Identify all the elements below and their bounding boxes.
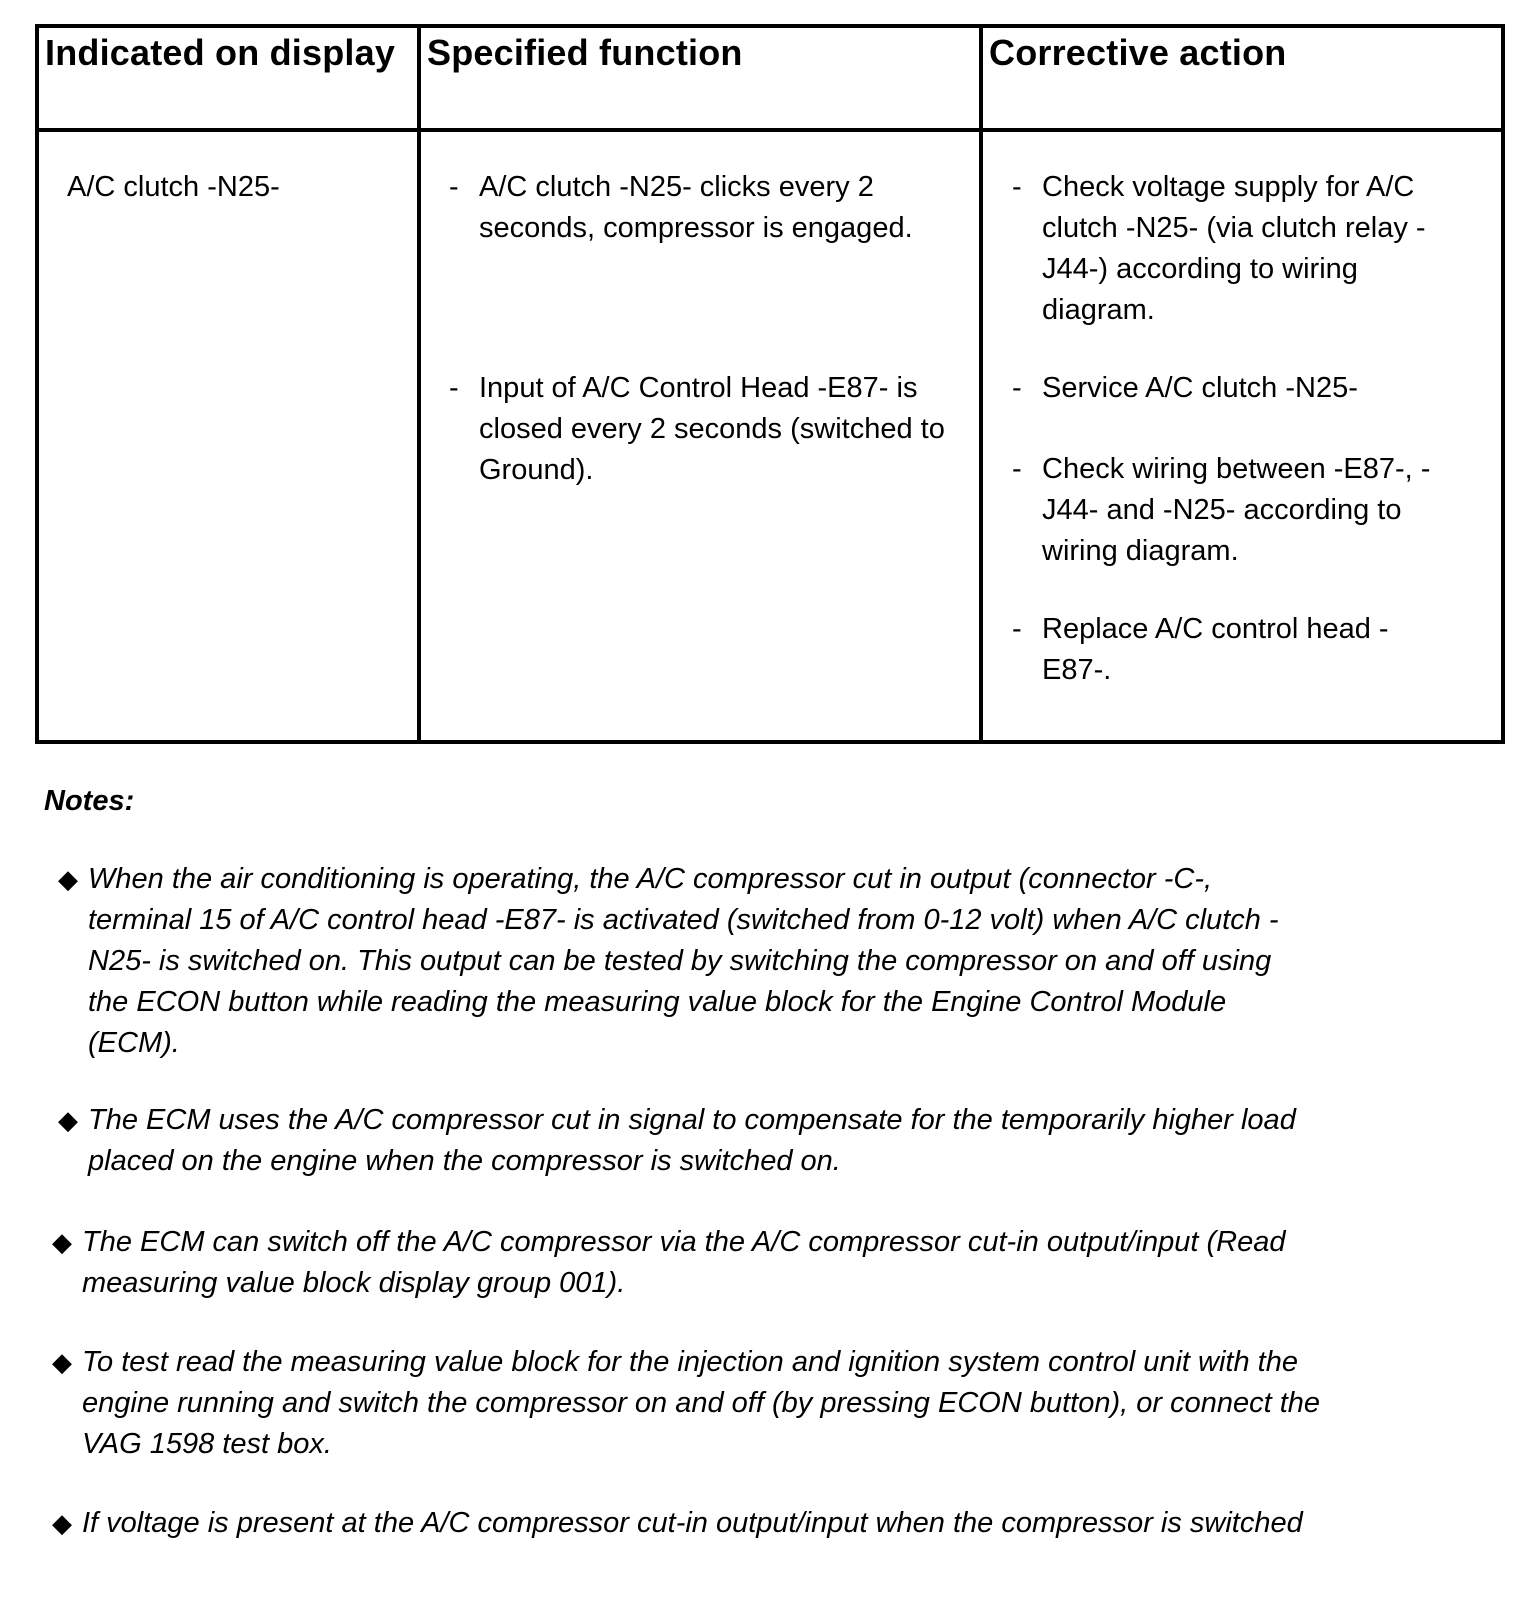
note-item: ◆ If voltage is present at the A/C compressor cut-in output/input when the compressor is switched <box>52 1503 1352 1544</box>
dash-marker: - <box>1012 613 1022 645</box>
note-item: ◆ To test read the measuring value block for the injection and ignition system control unit with the engine running and switch the compressor on and off (by pressing ECON button), or connect the VAG 1598 test box. <box>52 1342 1332 1465</box>
diamond-bullet-icon: ◆ <box>58 864 78 894</box>
column-divider <box>417 28 421 740</box>
corrective-action-item: - Service A/C clutch -N25- <box>1012 368 1442 409</box>
header-indicated-on-display: Indicated on display <box>45 32 396 73</box>
header-corrective-action: Corrective action <box>989 32 1287 73</box>
corrective-action-item: - Replace A/C control head -E87-. <box>1012 609 1442 691</box>
diamond-bullet-icon: ◆ <box>52 1347 72 1377</box>
header-divider <box>39 128 1501 132</box>
note-item: ◆ When the air conditioning is operating, the A/C compressor cut in output (connector -C-, terminal 15 of A/C control head -E87- is activated (switched from 0-12 volt) when A/C clutch - N25- is switched on. This output can be tested by switching the compressor on and off using the ECON button while reading the measuring value block for the Engine Control Module (ECM). <box>58 859 1318 1064</box>
diamond-bullet-icon: ◆ <box>52 1508 72 1538</box>
header-specified-function: Specified function <box>427 32 743 73</box>
specified-function-item: - A/C clutch -N25- clicks every 2 seconds, compressor is engaged. <box>449 167 954 249</box>
dash-marker: - <box>1012 171 1022 203</box>
diamond-bullet-icon: ◆ <box>58 1105 78 1135</box>
indicated-value: A/C clutch -N25- <box>67 171 280 203</box>
dash-marker: - <box>449 171 459 203</box>
column-divider <box>979 28 983 740</box>
dash-marker: - <box>1012 372 1022 404</box>
specified-function-item: - Input of A/C Control Head -E87- is closed every 2 seconds (switched to Ground). <box>449 368 954 491</box>
note-item: ◆ The ECM can switch off the A/C compressor via the A/C compressor cut-in output/input (Read measuring value block display group 001). <box>52 1222 1312 1304</box>
note-item: ◆ The ECM uses the A/C compressor cut in signal to compensate for the temporarily higher load placed on the engine when the compressor is switched on. <box>58 1100 1318 1182</box>
dash-marker: - <box>1012 453 1022 485</box>
notes-title: Notes: <box>44 785 135 817</box>
diagnostic-table <box>35 24 1505 744</box>
corrective-action-item: - Check wiring between -E87-, -J44- and -N25- according to wiring diagram. <box>1012 449 1442 572</box>
diamond-bullet-icon: ◆ <box>52 1227 72 1257</box>
corrective-action-item: - Check voltage supply for A/C clutch -N25- (via clutch relay -J44-) according to wiring diagram. <box>1012 167 1442 331</box>
dash-marker: - <box>449 372 459 404</box>
